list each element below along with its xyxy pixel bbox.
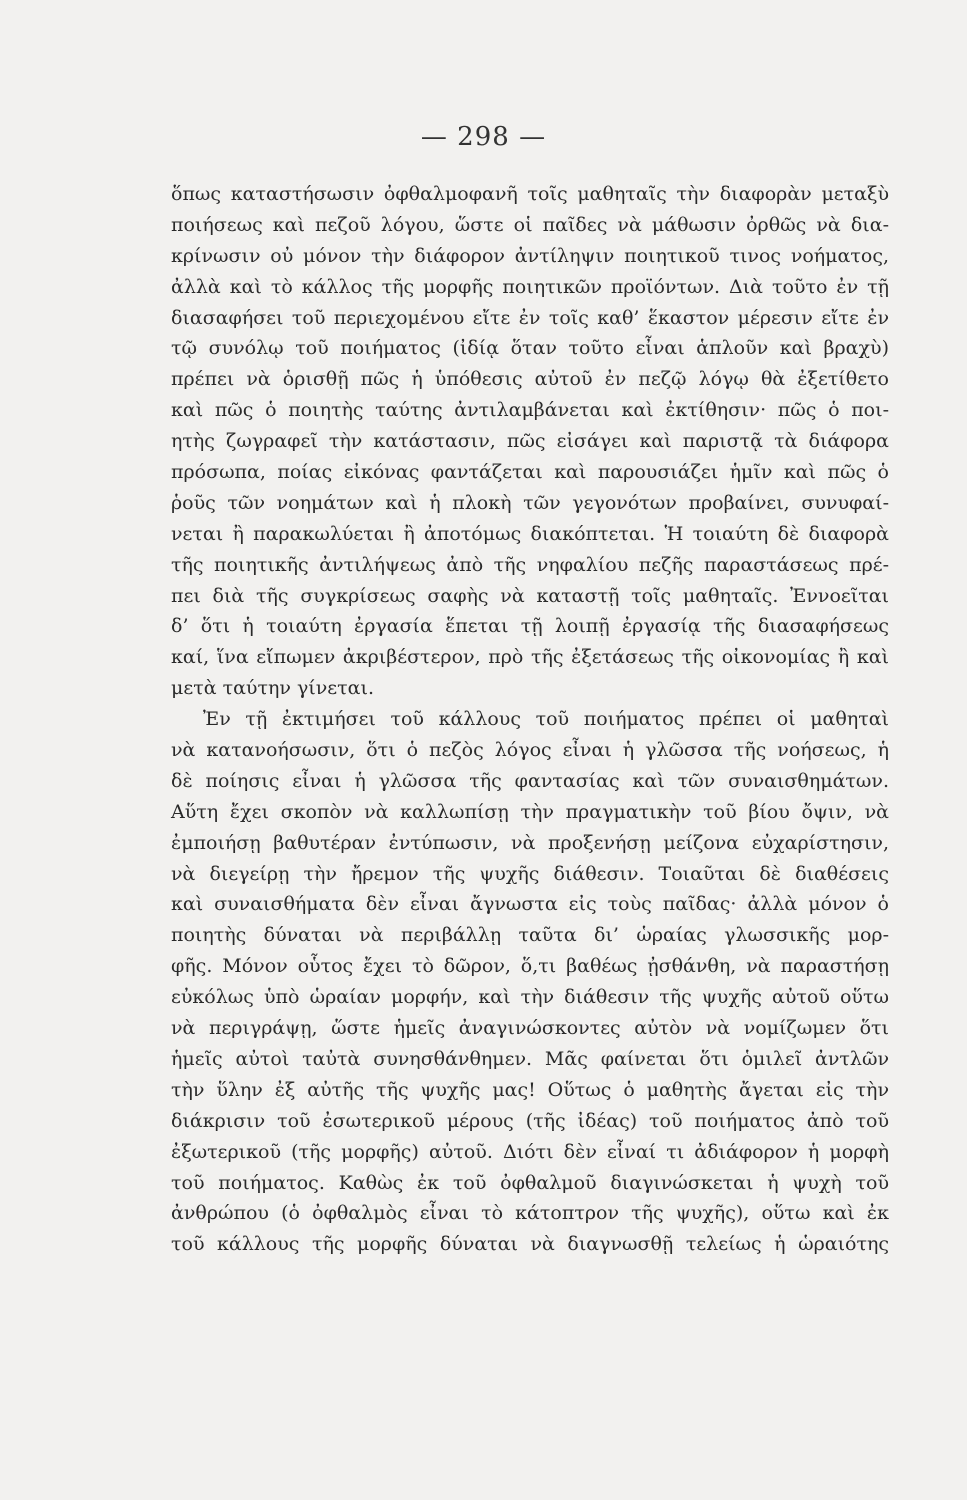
text-line: Αὕτη ἔχει σκοπὸν νὰ καλλωπίσῃ τὴν πραγματικὴν τοῦ βίου ὄψιν, νὰ xyxy=(171,800,889,823)
text-line: ἀνθρώπου (ὁ ὀφθαλμὸς εἶναι τὸ κάτοπτρον τῆς ψυχῆς), οὕτω καὶ ἐκ xyxy=(171,1202,889,1225)
text-line: τῆς ποιητικῆς ἀντιλήψεως ἀπὸ τῆς νηφαλίου πεζῆς παραστάσεως πρέ- xyxy=(171,553,889,576)
text-line: ἡμεῖς αὐτοὶ ταὐτὰ συνησθάνθημεν. Μᾶς φαίνεται ὅτι ὁμιλεῖ ἀντλῶν xyxy=(171,1047,889,1070)
text-line: δ’ ὅτι ἡ τοιαύτη ἐργασία ἕπεται τῇ λοιπῇ ἐργασίᾳ τῆς διασαφήσεως xyxy=(171,615,889,638)
text-line: καὶ συναισθήματα δὲν εἶναι ἄγνωστα εἰς τοὺς παῖδας· ἀλλὰ μόνον ὁ xyxy=(171,893,889,916)
text-line: φῆς. Μόνον οὗτος ἔχει τὸ δῶρον, ὅ,τι βαθέως ᾐσθάνθη, νὰ παραστήσῃ xyxy=(171,955,889,978)
text-line: ποιήσεως καὶ πεζοῦ λόγου, ὥστε οἱ παῖδες νὰ μάθωσιν ὀρθῶς νὰ δια- xyxy=(171,213,889,236)
body-text xyxy=(171,179,889,1260)
text-line: διάκρισιν τοῦ ἐσωτερικοῦ μέρους (τῆς ἰδέας) τοῦ ποιήματος ἀπὸ τοῦ xyxy=(171,1109,889,1132)
text-line: τοῦ κάλλους τῆς μορφῆς δύναται νὰ διαγνωσθῇ τελείως ἡ ὡραιότης xyxy=(171,1233,889,1256)
text-line: μετὰ ταύτην γίνεται. xyxy=(171,677,374,700)
text-line: ἀλλὰ καὶ τὸ κάλλος τῆς μορφῆς ποιητικῶν προϊόντων. Διὰ τοῦτο ἐν τῇ xyxy=(171,275,889,298)
text-line: ητὴς ζωγραφεῖ τὴν κατάστασιν, πῶς εἰσάγει καὶ παριστᾷ τὰ διάφορα xyxy=(171,430,889,453)
text-line: τῷ συνόλῳ τοῦ ποιήματος (ἰδίᾳ ὅταν τοῦτο εἶναι ἁπλοῦν καὶ βραχὺ) xyxy=(171,337,889,360)
text-line: καὶ πῶς ὁ ποιητὴς ταύτης ἀντιλαμβάνεται καὶ ἐκτίθησιν· πῶς ὁ ποι- xyxy=(171,399,889,422)
text-line: διασαφήσει τοῦ περιεχομένου εἴτε ἐν τοῖς καθ’ ἕκαστον μέρεσιν εἴτε ἐν xyxy=(171,306,889,329)
page-number: — 298 — xyxy=(420,122,547,152)
text-line: ἐξωτερικοῦ (τῆς μορφῆς) αὐτοῦ. Διότι δὲν εἶναί τι ἀδιάφορον ἡ μορφὴ xyxy=(171,1140,889,1163)
text-line: καί, ἵνα εἴπωμεν ἀκριβέστερον, πρὸ τῆς ἐξετάσεως τῆς οἰκονομίας ἢ καὶ xyxy=(171,646,889,669)
text-line: νὰ κατανοήσωσιν, ὅτι ὁ πεζὸς λόγος εἶναι ἡ γλῶσσα τῆς νοήσεως, ἡ xyxy=(171,739,889,762)
text-line: δὲ ποίησις εἶναι ἡ γλῶσσα τῆς φαντασίας καὶ τῶν συναισθημάτων. xyxy=(171,769,889,792)
text-line: Ἐν τῇ ἐκτιμήσει τοῦ κάλλους τοῦ ποιήματος πρέπει οἱ μαθηταὶ xyxy=(203,708,889,731)
text-line: τὴν ὕλην ἐξ αὐτῆς τῆς ψυχῆς μας! Οὕτως ὁ μαθητὴς ἄγεται εἰς τὴν xyxy=(171,1078,889,1101)
text-line: κρίνωσιν οὐ μόνον τὴν διάφορον ἀντίληψιν ποιητικοῦ τινος νοήματος, xyxy=(171,244,889,267)
text-line: ἐμποιήσῃ βαθυτέραν ἐντύπωσιν, νὰ προξενήσῃ μείζονα εὐχαρίστησιν, xyxy=(171,831,889,854)
text-line: ποιητὴς δύναται νὰ περιβάλλῃ ταῦτα δι’ ὡραίας γλωσσικῆς μορ- xyxy=(171,924,889,947)
text-line: τοῦ ποιήματος. Καθὼς ἐκ τοῦ ὀφθαλμοῦ διαγινώσκεται ἡ ψυχὴ τοῦ xyxy=(171,1171,889,1194)
text-line: νεται ἢ παρακωλύεται ἢ ἀποτόμως διακόπτεται. Ἡ τοιαύτη δὲ διαφορὰ xyxy=(171,522,889,545)
text-line: ὅπως καταστήσωσιν ὀφθαλμοφανῆ τοῖς μαθηταῖς τὴν διαφορὰν μεταξὺ xyxy=(171,183,889,205)
text-line: εὐκόλως ὑπὸ ὡραίαν μορφήν, καὶ τὴν διάθεσιν τῆς ψυχῆς αὐτοῦ οὕτω xyxy=(171,986,889,1009)
text-line: νὰ διεγείρῃ τὴν ἤρεμον τῆς ψυχῆς διάθεσιν. Τοιαῦται δὲ διαθέσεις xyxy=(171,862,889,885)
text-line: πρέπει νὰ ὁρισθῇ πῶς ἡ ὑπόθεσις αὐτοῦ ἐν πεζῷ λόγῳ θὰ ἐξετίθετο xyxy=(171,368,889,391)
text-line: ῥοῦς τῶν νοημάτων καὶ ἡ πλοκὴ τῶν γεγονότων προβαίνει, συνυφαί- xyxy=(171,491,889,514)
text-line: νὰ περιγράψῃ, ὥστε ἡμεῖς ἀναγινώσκοντες αὐτὸν νὰ νομίζωμεν ὅτι xyxy=(171,1017,889,1040)
text-line: πρόσωπα, ποίας εἰκόνας φαντάζεται καὶ παρουσιάζει ἡμῖν καὶ πῶς ὁ xyxy=(171,461,889,484)
text-line: πει διὰ τῆς συγκρίσεως σαφὴς νὰ καταστῇ τοῖς μαθηταῖς. Ἐννοεῖται xyxy=(171,584,889,607)
